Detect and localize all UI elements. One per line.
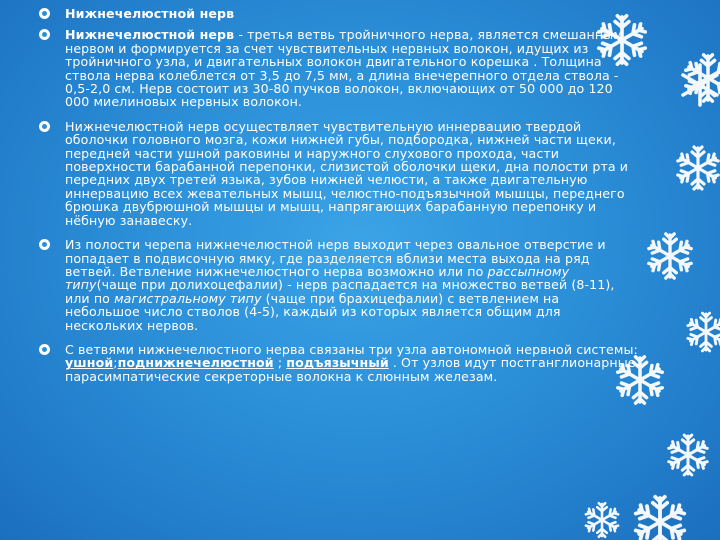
list-item xyxy=(38,238,638,332)
list-item xyxy=(38,28,638,108)
snowflake-icon xyxy=(635,497,686,540)
snowflake-icon xyxy=(648,234,692,278)
paragraph-branching: Из полости черепа нижнечелюстной нерв выходит через овальное отверстие и попадает в подвисочную ямку, где разделяется вблизи места выхода на ряд ветвей. Ветвление нижнечелюстного нерва возможно или по рассыпному типу(чаще при долихоцефалии) - нерв распадается на множество ветвей (8-11), или по магистральному типу (чаще при брахицефалии) с ветвлением на небольшое число стволов (4-5), каждый из которых является общим для нескольких нервов. xyxy=(65,237,615,333)
paragraph-innervation: Нижнечелюстной нерв осуществляет чувствительную иннервацию твердой оболочки головного мозга, кожи нижней губы, подбородка, нижней части щеки, передней части ушной раковины и наружного слухового прохода, части поверхности барабанной перепонки, слизистой оболочки щеки, дна полости рта и передних двух третей языка, зубов нижней челюсти, а также двигательную иннервацию всех жевательных мышц, челюстно-подъязычной мышцы, переднего брюшка двубрюшной мышцы и мышц, напрягающих барабанную перепонку и нёбную занавеску. xyxy=(65,118,629,228)
lead-term: Нижнечелюстной нерв xyxy=(65,27,235,43)
slide-title: Нижнечелюстной нерв xyxy=(65,6,235,21)
list-item xyxy=(38,7,638,20)
snowflake-icon xyxy=(687,313,720,351)
bullet-icon xyxy=(39,121,50,132)
paragraph-definition: Нижнечелюстной нерв - третья ветвь тройничного нерва, является смешанным нервом и формируется за счет чувствительных нервных волокон, идущих из тройничного узла, и двигательных волокон двигательного корешка . Толщина ствола нерва колеблется от 3,5 до 7,5 мм, а длина внечерепного отдела ствола - 0,5-2,0 см. Нерв состоит из 30-80 пучков волокон, включающих от 50 000 до 120 000 миелиновых нервных волокон. xyxy=(65,27,623,110)
list-item xyxy=(38,120,638,227)
bullet-icon xyxy=(39,29,50,40)
snowflake-icon xyxy=(585,503,619,537)
bullet-icon xyxy=(39,8,50,19)
snowflake-icon xyxy=(668,435,708,475)
list-item xyxy=(38,343,638,383)
ganglion-sublingual: подъязычный xyxy=(286,355,389,371)
ganglion-otic: ушной xyxy=(65,355,114,371)
trunk-type: магистральному типу xyxy=(114,290,262,306)
ganglion-submandibular: поднижнечелюстной xyxy=(117,355,274,371)
snowflake-icon xyxy=(677,147,719,189)
bullet-icon xyxy=(39,344,50,355)
bullet-icon xyxy=(39,239,50,250)
bullet-list xyxy=(38,7,638,394)
paragraph-ganglia: С ветвями нижнечелюстного нерва связаны три узла автономной нервной системы: ушной;поднижнечелюстной ; подъязычный . От узлов идут постганглионарные парасимпатические секреторные волокна к слюнным железам. xyxy=(65,341,638,384)
scattered-type: рассыпному типу xyxy=(65,263,570,293)
